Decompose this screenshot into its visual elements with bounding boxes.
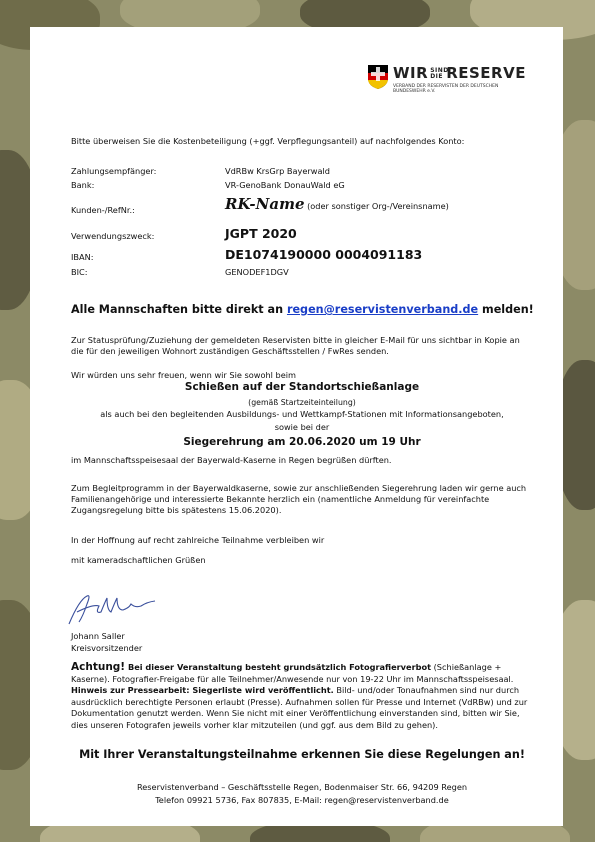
teams-email-link[interactable]: regen@reservistenverband.de xyxy=(286,303,479,316)
iban-label: IBAN: xyxy=(71,252,94,262)
iban-value: DE1074190000 0004091183 xyxy=(225,247,423,262)
logo-wir: WIR xyxy=(393,64,429,82)
logo-sind-die: SIND DIE xyxy=(430,66,449,80)
footer-contact: Telefon 09921 5736, Fax 807835, E-Mail: regen@reservistenverband.de xyxy=(155,795,449,805)
bank-value: VR-GenoBank DonauWald eG xyxy=(225,180,345,190)
signer-role: Kreisvorsitzender xyxy=(71,643,143,653)
signer-name: Johann Saller xyxy=(71,631,125,641)
photo-notice xyxy=(71,662,533,731)
notice-p2-rest: Bild- und/oder Tonaufnahmen sind nur durch ausdrücklich berechtigte Personen erlaubt (Presse). Aufnahmen sollen für Presse und Internet (VdRBw) und zur Dokumentation genutzt werden. Wenn Sie nicht mit einer Veröffentlichung einverstanden sind, bitten wir Sie, dies unseren Fotografen jeweils vorher klar mitzuteilen (und ggf. aus dem Bild zu gehen). xyxy=(71,685,528,730)
logo-subtitle: VERBAND DER RESERVISTEN DER DEUTSCHEN BUNDESWEHR e.V. xyxy=(393,84,499,94)
status-paragraph: Zur Statusprüfung/Zuziehung der gemeldeten Reservisten bitte in gleicher E-Mail für uns sichtbar in Kopie an die für den jeweiligen Wohnort zuständigen Geschäftsstellen / FwRes senden. xyxy=(71,335,520,356)
shield-icon xyxy=(367,64,389,90)
ceremony-place: im Mannschaftsspeisesaal der Bayerwald-Kaserne in Regen begrüßen dürften. xyxy=(71,455,392,465)
ref-note: (oder sonstiger Org-/Vereinsname) xyxy=(307,201,449,211)
sowie-text: sowie bei der xyxy=(274,422,330,432)
intro-text: Bitte überweisen Sie die Kostenbeteiligung (+ggf. Verpflegungsanteil) auf nachfolgendes Konto: xyxy=(71,136,465,146)
logo-reserve: RESERVE xyxy=(446,64,526,82)
purpose-value: JGPT 2020 xyxy=(225,226,297,241)
shooting-subtitle: (gemäß Startzeiteinteilung) xyxy=(248,398,356,407)
final-notice: Mit Ihrer Veranstaltungsteilnahme erkennen Sie diese Regelungen an! xyxy=(79,748,525,761)
ref-value: RK-Name xyxy=(225,195,305,213)
notice-p1-bold: Bei dieser Veranstaltung besteht grundsätzlich Fotografierverbot xyxy=(125,662,432,672)
notice-p1-rest: (Schießanlage + Kaserne). Fotografier-Freigabe für alle Teilnehmer/Anwesende nur von 19-22 Uhr im Mannschaftsspeisesaal. xyxy=(71,662,514,684)
signature-image xyxy=(65,592,175,627)
ceremony-title: Siegerehrung am 20.06.2020 um 19 Uhr xyxy=(183,436,421,448)
closing-line-1: In der Hoffnung auf recht zahlreiche Teilnahme verbleiben wir xyxy=(71,535,325,545)
teams-before: Alle Mannschaften bitte direkt an xyxy=(71,303,287,316)
bic-value: GENODEF1DGV xyxy=(225,267,289,277)
footer-address: Reservistenverband – Geschäftsstelle Regen, Bodenmaiser Str. 66, 94209 Regen xyxy=(136,782,468,792)
recipient-label: Zahlungsempfänger: xyxy=(71,166,157,176)
teams-notice xyxy=(71,304,534,315)
recipient-value: VdRBw KrsGrp Bayerwald xyxy=(225,166,330,176)
shooting-title: Schießen auf der Standortschießanlage xyxy=(184,381,420,393)
letter-page xyxy=(30,27,563,826)
reserve-logo xyxy=(367,64,526,120)
bic-label: BIC: xyxy=(71,267,88,277)
bank-label: Bank: xyxy=(71,180,95,190)
purpose-label: Verwendungszweck: xyxy=(71,231,155,241)
stations-line: als auch bei den begleitenden Ausbildungs- und Wettkampf-Stationen mit Informationsangeboten, xyxy=(100,409,504,419)
ref-label: Kunden-/RefNr.: xyxy=(71,205,135,215)
teams-after: melden! xyxy=(478,303,534,316)
welcome-intro: Wir würden uns sehr freuen, wenn wir Sie sowohl beim xyxy=(71,370,297,380)
program-paragraph: Zum Begleitprogramm in der Bayerwaldkaserne, sowie zur anschließenden Siegerehrung laden wir gerne auch Familienangehörige und interessierte Bekannte herzlich ein (namentliche Anmeldung für vereinfachte Zugangsregelung bitte bis spätestens 15.06.2020). xyxy=(71,483,527,515)
achtung-label: Achtung! xyxy=(71,661,126,673)
notice-p2-bold: Hinweis zur Pressearbeit: Siegerliste wird veröffentlicht. xyxy=(71,685,334,695)
closing-line-2: mit kameradschaftlichen Grüßen xyxy=(71,555,206,565)
